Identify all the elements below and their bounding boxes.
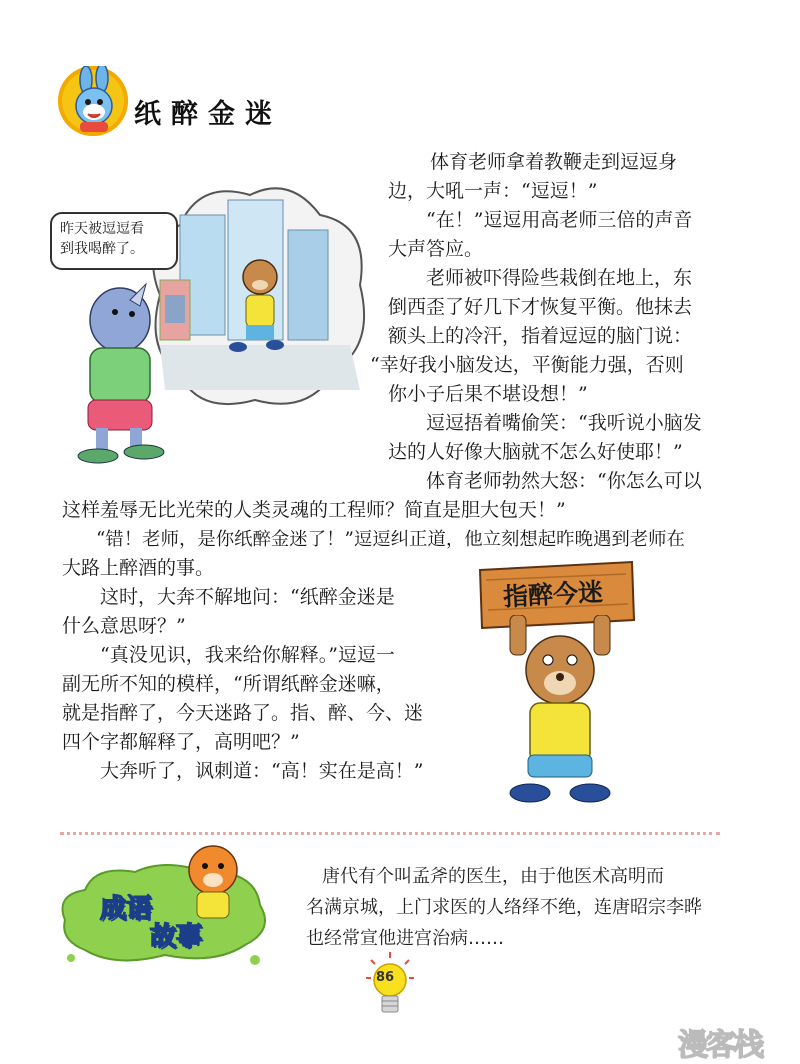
speech-bubble-line: 昨天被逗逗看: [60, 221, 144, 237]
rhino-character-illustration: [60, 280, 170, 465]
paragraph-line: 逗逗捂着嘴偷笑：“我听说小脑发: [426, 412, 702, 434]
paragraph-line: 副无所不知的模样，“所谓纸醉金迷嘛，: [62, 673, 395, 695]
page-title: 纸醉金迷: [134, 99, 282, 130]
idiom-story-line: 名满京城，上门求医的人络绎不绝，连唐昭宗李晔: [306, 897, 702, 918]
paragraph-line: 大声答应。: [388, 238, 484, 260]
paragraph-line: “幸好我小脑发达，平衡能力强，否则: [370, 354, 684, 376]
paragraph-line: 达的人好像大脑就不怎么好使耶！”: [388, 441, 683, 463]
idiom-story-line: 唐代有个叫孟斧的医生，由于他医术高明而: [322, 866, 664, 887]
sign-text: 指醉今迷: [502, 577, 604, 612]
paragraph-line: 什么意思呀？”: [62, 615, 186, 637]
paragraph-line: 老师被吓得险些栽倒在地上，东: [426, 267, 693, 289]
paragraph-line: 体育老师拿着教鞭走到逗逗身: [430, 151, 678, 173]
dog-holding-sign-illustration: [490, 615, 630, 805]
paragraph-line: 大奔听了，讽刺道：“高！实在是高！”: [100, 760, 424, 782]
paragraph-line: 额头上的冷汗，指着逗逗的脑门说：: [388, 325, 693, 347]
paragraph-line: 这样羞辱无比光荣的人类灵魂的工程师？简直是胆大包天！”: [62, 499, 566, 521]
idiom-badge-word: 成语: [100, 894, 153, 924]
speech-bubble-line: 到我喝醉了。: [60, 241, 144, 257]
paragraph-line: 体育老师勃然大怒：“你怎么可以: [426, 470, 702, 492]
paragraph-line: 边，大吼一声：“逗逗！”: [388, 180, 598, 202]
watermark: 漫客栈: [678, 1028, 762, 1063]
idiom-story-line: 也经常宣他进宫治病……: [306, 928, 504, 949]
paragraph-line: 倒西歪了好几下才恢复平衡。他抹去: [388, 296, 693, 318]
paragraph-line: 大路上醉酒的事。: [62, 557, 215, 579]
paragraph-line: 就是指醉了，今天迷路了。指、醉、今、迷: [62, 702, 424, 724]
speech-bubble: [50, 212, 178, 270]
street-scene-illustration: [140, 175, 370, 415]
rabbit-logo-icon: [58, 66, 128, 136]
paragraph-line: “真没见识，我来给你解释。”逗逗一: [100, 644, 395, 666]
paragraph-line: “在！”逗逗用高老师三倍的声音: [426, 209, 693, 231]
page-number: 86: [375, 970, 395, 985]
paragraph-line: “错！老师，是你纸醉金迷了！”逗逗纠正道，他立刻想起昨晚遇到老师在: [96, 529, 685, 550]
paragraph-line: 这时，大奔不解地问：“纸醉金迷是: [100, 586, 395, 608]
section-divider: [60, 832, 720, 835]
idiom-badge-word: 故事: [150, 922, 203, 952]
paragraph-line: 你小子后果不堪设想！”: [388, 383, 588, 405]
lightbulb-icon: [365, 950, 415, 1020]
paragraph-line: 四个字都解释了，高明吧？”: [62, 731, 300, 753]
